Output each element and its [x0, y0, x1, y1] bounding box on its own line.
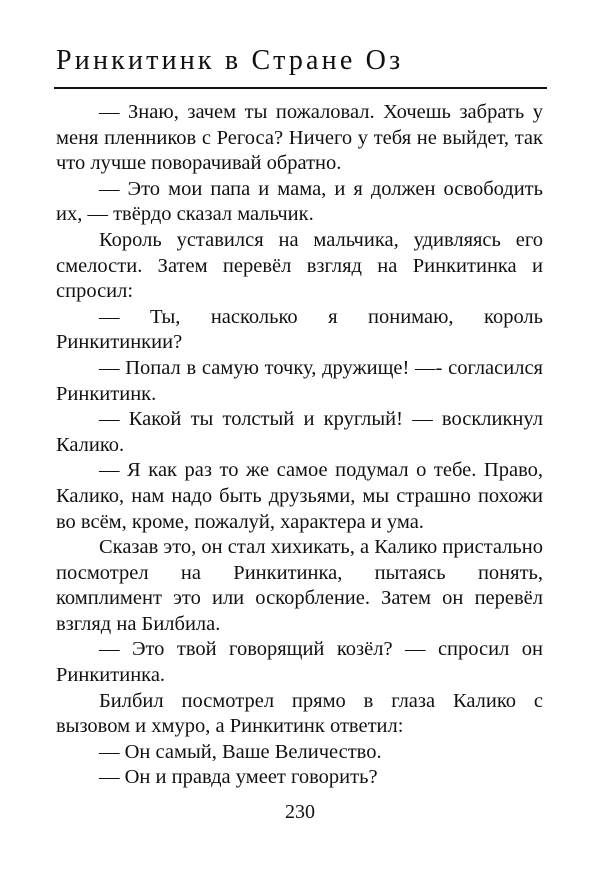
- paragraph: — Он и правда умеет говорить?: [99, 766, 378, 789]
- paragraph: — Знаю, зачем ты пожаловал. Хочешь забрать у меня пленников с Регоса? Ничего у тебя не выйдет, так что лучше поворачивай обратно.: [56, 101, 543, 175]
- paragraph: Билбил посмотрел прямо в глаза Калико с вызовом и хмуро, а Ринкитинк ответил:: [56, 689, 543, 738]
- paragraph: Король уставился на мальчика, удивляясь его смелости. Затем перевёл взгляд на Ринкитинка и спросил:: [56, 228, 543, 303]
- paragraph: — Он самый, Ваше Величество.: [99, 740, 382, 763]
- paragraph: — Попал в самую точку, дружище! —- согласился Ринкитинк.: [56, 356, 543, 405]
- paragraph: — Это твой говорящий козёл? — спросил он Ринкитинка.: [56, 638, 543, 687]
- paragraph: — Какой ты толстый и круглый! — воскликнул Калико.: [56, 408, 543, 456]
- header-rule: [54, 87, 547, 89]
- paragraph: — Ты, насколько я понимаю, король Ринкитинкии?: [56, 305, 543, 354]
- page-number: 230: [285, 801, 315, 823]
- paragraph: — Я как раз то же самое подумал о тебе. Право, Калико, нам надо быть друзьями, мы страшно похожи во всём, кроме, пожалуй, характера и ума.: [56, 459, 543, 533]
- running-title: Ринкитинк в Стране Оз: [56, 45, 404, 76]
- body-text: [56, 100, 543, 791]
- paragraph: — Это мои папа и мама, и я должен освободить их, — твёрдо сказал мальчик.: [56, 177, 543, 226]
- paragraph: Сказав это, он стал хихикать, а Калико пристально посмотрел на Ринкитинка, пытаясь понять, комплимент это или оскорбление. Затем он перевёл взгляд на Билбила.: [56, 536, 543, 635]
